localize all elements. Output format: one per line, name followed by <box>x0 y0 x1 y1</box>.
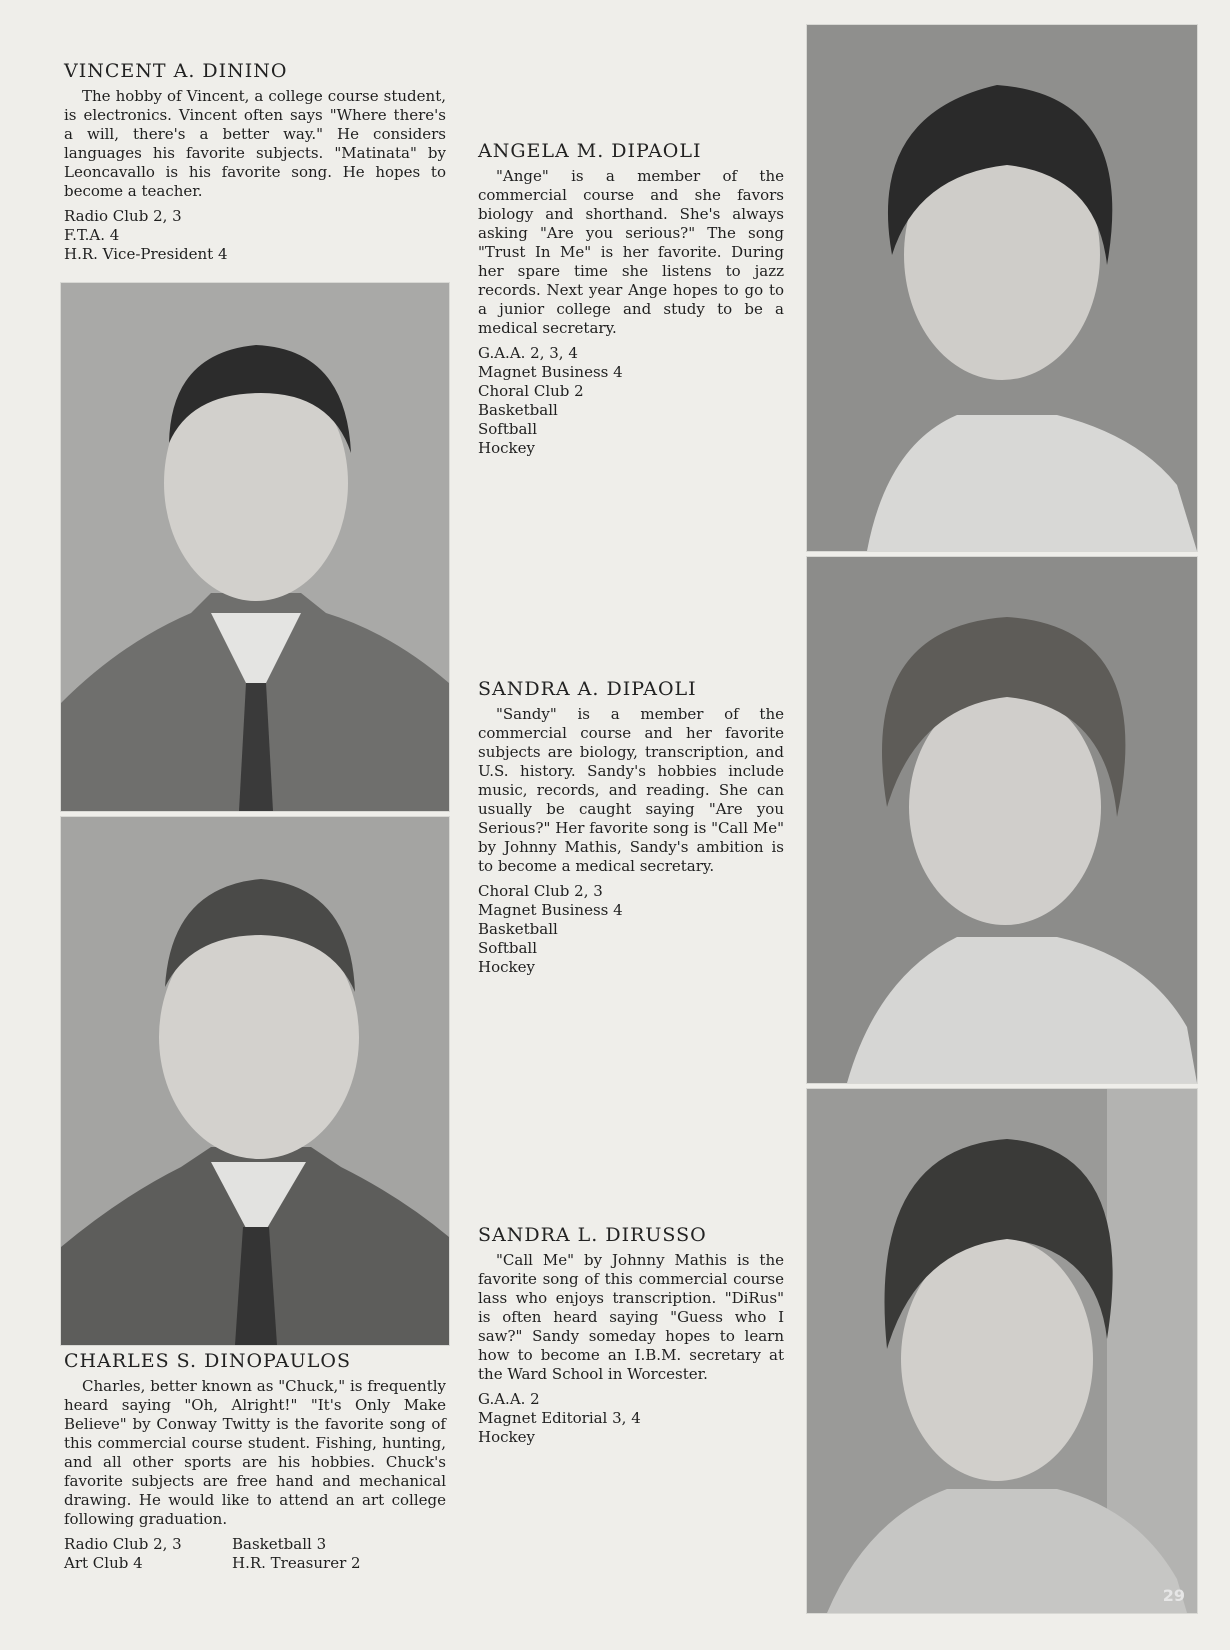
student-bio: "Call Me" by Johnny Mathis is the favorite song of this commercial course lass who enjoys transcription. "DiRus" is often heard saying "Guess who I saw?" Sandy someday hopes to learn how to become an I.B.M. secretary at the Ward School in Worcester. <box>478 1251 784 1383</box>
portrait-silhouette <box>61 283 449 811</box>
activity-item: G.A.A. 2, 3, 4 <box>478 344 578 362</box>
activity-item: G.A.A. 2 <box>478 1390 540 1408</box>
student-bio: "Sandy" is a member of the commercial course and her favorite subjects are biology, transcription, and U.S. history. Sandy's hobbies include music, records, and reading. She can usually be caught saying "Are you Serious?" Her favorite song is "Call Me" by Johnny Mathis, Sandy's ambition is to become a medical secretary. <box>478 705 784 875</box>
entry-sandra-a-dipaoli <box>478 680 784 977</box>
activity-item: Radio Club 2, 3 <box>64 207 182 225</box>
activity-item: Choral Club 2, 3 <box>478 882 603 900</box>
student-name: ANGELA M. DIPAOLI <box>478 140 702 162</box>
student-bio: The hobby of Vincent, a college course student, is electronics. Vincent often says "Where there's a will, there's a better way." He considers languages his favorite subjects. "Matinata" by Leoncavallo is his favorite song. He hopes to become a teacher. <box>64 87 446 200</box>
student-name: SANDRA L. DIRUSSO <box>478 1224 707 1246</box>
activity-item: F.T.A. 4 <box>64 226 120 244</box>
portrait-silhouette <box>807 1089 1197 1613</box>
activity-item: Softball <box>478 420 538 438</box>
student-bio: "Ange" is a member of the commercial course and she favors biology and shorthand. She's always asking "Are you serious?" The song "Trust In Me" is her favorite. During her spare time she listens to jazz records. Next year Ange hopes to go to a junior college and study to be a medical secretary. <box>478 167 784 337</box>
portrait-photo-sandra-l <box>806 1088 1198 1614</box>
entry-sandra-l-dirusso <box>478 1226 784 1447</box>
student-name: SANDRA A. DIPAOLI <box>478 678 697 700</box>
portrait-silhouette <box>61 817 449 1345</box>
entry-charles-dinopaulos <box>64 1352 446 1573</box>
activity-item: Hockey <box>478 439 535 457</box>
student-name: CHARLES S. DINOPAULOS <box>64 1350 352 1372</box>
portrait-photo-angela <box>806 24 1198 552</box>
portrait-silhouette <box>807 25 1197 551</box>
portrait-photo-sandra-a <box>806 556 1198 1084</box>
activity-item: Basketball <box>478 401 558 419</box>
activity-item: Radio Club 2, 3 <box>64 1535 182 1553</box>
activity-item: Choral Club 2 <box>478 382 584 400</box>
activity-item: Softball <box>478 939 538 957</box>
activity-item: Magnet Business 4 <box>478 363 623 381</box>
activity-item: Hockey <box>478 1428 535 1446</box>
activity-item: Hockey <box>478 958 535 976</box>
activity-item: Basketball <box>478 920 558 938</box>
portrait-photo-vincent <box>60 282 450 812</box>
entry-vincent-dinino <box>64 62 446 264</box>
activities-list <box>478 344 784 458</box>
portrait-silhouette <box>807 557 1197 1083</box>
portrait-photo-charles <box>60 816 450 1346</box>
activity-item: Art Club 4 <box>64 1554 143 1572</box>
entry-angela-dipaoli <box>478 142 784 458</box>
student-name: VINCENT A. DININO <box>64 60 288 82</box>
activity-item: Magnet Editorial 3, 4 <box>478 1409 641 1427</box>
student-bio: Charles, better known as "Chuck," is frequently heard saying "Oh, Alright!" "It's Only Make Believe" by Conway Twitty is the favorite song of this commercial course student. Fishing, hunting, and all other sports are his hobbies. Chuck's favorite subjects are free hand and mechanical drawing. He would like to attend an art college following graduation. <box>64 1377 446 1528</box>
activity-item: H.R. Vice-President 4 <box>64 245 228 263</box>
activity-item: H.R. Treasurer 2 <box>232 1554 361 1572</box>
activities-list <box>64 207 446 264</box>
activity-item: Basketball 3 <box>232 1535 327 1553</box>
activities-list <box>478 882 784 977</box>
activities-list <box>478 1390 784 1447</box>
activities-list <box>64 1535 446 1573</box>
page-number: 29 <box>1162 1586 1185 1605</box>
activity-item: Magnet Business 4 <box>478 901 623 919</box>
